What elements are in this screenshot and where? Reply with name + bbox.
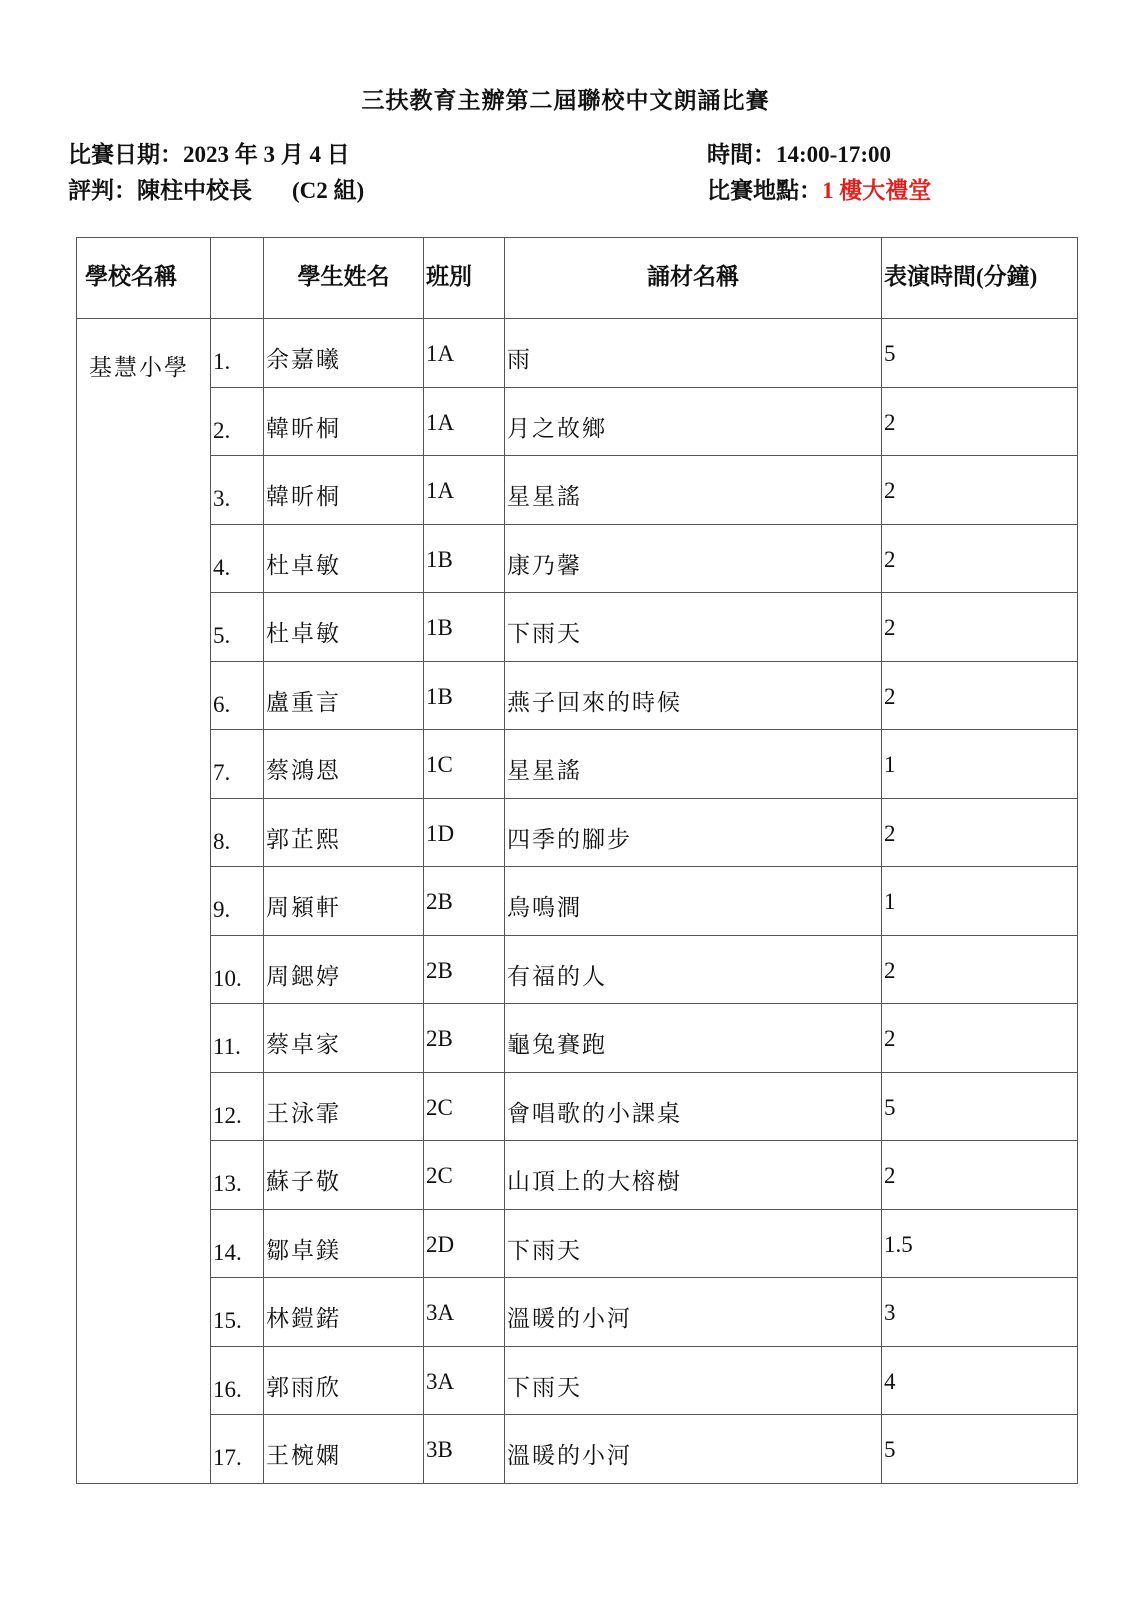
student-name — [264, 1278, 424, 1347]
performance-duration — [882, 935, 1078, 1004]
student-name — [264, 319, 424, 388]
table-row — [77, 456, 1078, 525]
performance-duration — [882, 524, 1078, 593]
row-number-text: 6. — [213, 691, 231, 717]
student-name-text: 周鍶婷 — [266, 963, 341, 989]
student-name-text: 余嘉曦 — [266, 347, 341, 372]
row-number — [211, 524, 264, 593]
student-name — [264, 1072, 424, 1141]
class-code — [424, 1141, 505, 1210]
piece-title — [505, 1004, 882, 1073]
row-number-text: 13. — [213, 1171, 242, 1196]
table-row — [77, 1004, 1078, 1073]
venue-value: 1 樓大禮堂 — [822, 178, 932, 203]
row-number-text: 7. — [213, 760, 231, 785]
class-code — [424, 661, 505, 730]
performance-duration — [882, 1004, 1078, 1073]
row-number-text: 3. — [213, 486, 231, 511]
table-row — [77, 1072, 1078, 1141]
class-code — [424, 798, 505, 867]
class-code-text: 3A — [426, 1368, 455, 1394]
student-name-text: 王椀嫻 — [266, 1443, 341, 1468]
row-number-text: 12. — [213, 1102, 242, 1128]
performance-duration — [882, 1415, 1078, 1484]
class-code — [424, 387, 505, 456]
header-piece: 誦材名稱 — [505, 238, 882, 319]
table-row — [77, 524, 1078, 593]
row-number-text: 17. — [213, 1445, 242, 1470]
row-number-text: 4. — [213, 554, 231, 580]
table-row — [77, 1346, 1078, 1415]
performance-duration — [882, 1072, 1078, 1141]
piece-title — [505, 524, 882, 593]
row-number-text: 5. — [213, 623, 231, 648]
date-value: 2023 年 3 月 4 日 — [183, 142, 350, 167]
row-number-text: 9. — [213, 897, 231, 922]
performance-duration — [882, 661, 1078, 730]
table-row — [77, 319, 1078, 388]
row-number-text: 15. — [213, 1308, 242, 1333]
piece-title — [505, 935, 882, 1004]
piece-title — [505, 1415, 882, 1484]
performance-duration — [882, 593, 1078, 662]
table-row — [77, 1209, 1078, 1278]
row-number — [211, 1072, 264, 1141]
student-name-text: 鄒卓鎂 — [266, 1237, 341, 1263]
class-code-text: 2B — [426, 889, 453, 914]
piece-title — [505, 319, 882, 388]
table-row — [77, 1415, 1078, 1484]
piece-title — [505, 1278, 882, 1347]
piece-title-text: 雨 — [507, 347, 532, 372]
student-name-text: 蔡鴻恩 — [266, 758, 341, 783]
piece-title-text: 溫暖的小河 — [507, 1443, 632, 1468]
judge-value: 陳柱中校長 — [137, 178, 252, 203]
date-info — [68, 136, 350, 169]
class-code-text: 1C — [426, 752, 453, 777]
student-name — [264, 593, 424, 662]
performance-duration — [882, 730, 1078, 799]
row-number-text: 1. — [213, 349, 231, 374]
row-number — [211, 387, 264, 456]
performance-duration-text: 2 — [884, 683, 896, 709]
class-code-text: 3A — [426, 1300, 455, 1325]
piece-title-text: 會唱歌的小課桌 — [507, 1100, 682, 1126]
class-code — [424, 1072, 505, 1141]
judge-info — [68, 172, 364, 205]
row-number — [211, 1141, 264, 1210]
row-number — [211, 319, 264, 388]
table-row — [77, 935, 1078, 1004]
row-number-text: 11. — [213, 1034, 241, 1059]
performance-duration-text: 2 — [884, 957, 896, 983]
header-number — [211, 238, 264, 319]
time-label: 時間： — [707, 142, 776, 167]
class-code-text: 1B — [426, 546, 453, 572]
class-code — [424, 1346, 505, 1415]
performance-duration — [882, 1278, 1078, 1347]
class-code-text: 2C — [426, 1094, 453, 1120]
class-code-text: 1B — [426, 683, 453, 709]
table-row — [77, 387, 1078, 456]
judge-label: 評判： — [68, 178, 137, 203]
performance-duration — [882, 387, 1078, 456]
table-row — [77, 593, 1078, 662]
performance-duration-text: 2 — [884, 1026, 896, 1051]
performance-duration-text: 1 — [884, 752, 896, 777]
row-number — [211, 867, 264, 936]
student-name-text: 林鎧鍩 — [266, 1306, 341, 1331]
piece-title-text: 四季的腳步 — [507, 826, 632, 852]
header-school: 學校名稱 — [77, 238, 211, 319]
class-code-text: 2B — [426, 1026, 453, 1051]
performance-duration — [882, 867, 1078, 936]
student-name-text: 郭芷熙 — [266, 826, 341, 852]
student-name — [264, 661, 424, 730]
class-code-text: 3B — [426, 1437, 453, 1462]
class-code-text: 1B — [426, 615, 453, 640]
class-code-text: 2D — [426, 1231, 455, 1257]
table-row — [77, 1141, 1078, 1210]
row-number — [211, 1346, 264, 1415]
student-name — [264, 456, 424, 525]
class-code — [424, 319, 505, 388]
row-number — [211, 1415, 264, 1484]
row-number — [211, 1278, 264, 1347]
performance-duration-text: 2 — [884, 546, 896, 572]
row-number-text: 2. — [213, 417, 231, 443]
header-student: 學生姓名 — [264, 238, 424, 319]
performance-duration-text: 5 — [884, 341, 896, 366]
performance-duration — [882, 1346, 1078, 1415]
piece-title-text: 月之故鄉 — [507, 415, 607, 441]
class-code — [424, 1004, 505, 1073]
class-code-text: 2B — [426, 957, 453, 983]
class-code — [424, 1278, 505, 1347]
performance-duration — [882, 1209, 1078, 1278]
class-code — [424, 935, 505, 1004]
student-name-text: 周潁軒 — [266, 895, 341, 920]
piece-title-text: 星星謠 — [507, 484, 582, 509]
competition-table-wrapper — [76, 237, 1077, 1484]
class-code-text: 1A — [426, 341, 455, 366]
table-row — [77, 1278, 1078, 1347]
performance-duration — [882, 1141, 1078, 1210]
piece-title — [505, 1072, 882, 1141]
student-name — [264, 1346, 424, 1415]
row-number-text: 8. — [213, 828, 231, 854]
class-code-text: 1D — [426, 820, 455, 846]
performance-duration-text: 2 — [884, 820, 896, 846]
piece-title-text: 下雨天 — [507, 621, 582, 646]
performance-duration-text: 2 — [884, 478, 896, 503]
piece-title-text: 康乃馨 — [507, 552, 582, 578]
table-body — [77, 319, 1078, 1484]
time-value: 14:00-17:00 — [776, 142, 891, 167]
table-row — [77, 798, 1078, 867]
class-code — [424, 456, 505, 525]
row-number — [211, 730, 264, 799]
student-name-text: 蔡卓家 — [266, 1032, 341, 1057]
performance-duration-text: 1.5 — [884, 1231, 913, 1257]
piece-title-text: 龜兔賽跑 — [507, 1032, 607, 1057]
piece-title — [505, 1141, 882, 1210]
student-name — [264, 1004, 424, 1073]
student-name — [264, 1209, 424, 1278]
piece-title — [505, 867, 882, 936]
student-name-text: 韓昕桐 — [266, 484, 341, 509]
student-name — [264, 1141, 424, 1210]
performance-duration-text: 5 — [884, 1437, 896, 1462]
class-code — [424, 1415, 505, 1484]
performance-duration — [882, 798, 1078, 867]
table-row — [77, 661, 1078, 730]
student-name-text: 杜卓敏 — [266, 621, 341, 646]
student-name-text: 韓昕桐 — [266, 415, 341, 441]
student-name — [264, 867, 424, 936]
student-name-text: 蘇子敬 — [266, 1169, 341, 1194]
row-number — [211, 1209, 264, 1278]
row-number-text: 16. — [213, 1376, 242, 1402]
table-row — [77, 730, 1078, 799]
piece-title — [505, 1346, 882, 1415]
piece-title-text: 下雨天 — [507, 1237, 582, 1263]
class-code — [424, 1209, 505, 1278]
student-name — [264, 730, 424, 799]
table-row — [77, 867, 1078, 936]
date-label: 比賽日期： — [68, 142, 183, 167]
piece-title-text: 鳥鳴澗 — [507, 895, 582, 920]
student-name-text: 盧重言 — [266, 689, 341, 715]
row-number — [211, 593, 264, 662]
performance-duration-text: 2 — [884, 615, 896, 640]
student-name — [264, 1415, 424, 1484]
piece-title — [505, 387, 882, 456]
piece-title-text: 溫暖的小河 — [507, 1306, 632, 1331]
performance-duration-text: 2 — [884, 409, 896, 435]
venue-info — [707, 172, 931, 205]
piece-title-text: 山頂上的大榕樹 — [507, 1169, 682, 1194]
piece-title — [505, 456, 882, 525]
piece-title — [505, 730, 882, 799]
class-code-text: 1A — [426, 409, 455, 435]
performance-duration-text: 5 — [884, 1094, 896, 1120]
header-duration: 表演時間(分鐘) — [882, 238, 1078, 319]
piece-title — [505, 661, 882, 730]
time-info — [707, 136, 891, 169]
header-class: 班別 — [424, 238, 505, 319]
row-number — [211, 456, 264, 525]
performance-duration — [882, 319, 1078, 388]
row-number — [211, 935, 264, 1004]
piece-title-text: 燕子回來的時候 — [507, 689, 682, 715]
performance-duration-text: 1 — [884, 889, 896, 914]
class-code — [424, 524, 505, 593]
class-code — [424, 730, 505, 799]
school-name-cell: 基慧小學 — [77, 319, 211, 1484]
class-code-text: 2C — [426, 1163, 453, 1188]
student-name-text: 杜卓敏 — [266, 552, 341, 578]
student-name — [264, 935, 424, 1004]
piece-title — [505, 1209, 882, 1278]
student-name-text: 郭雨欣 — [266, 1374, 341, 1400]
student-name — [264, 798, 424, 867]
student-name-text: 王泳霏 — [266, 1100, 341, 1126]
class-code — [424, 867, 505, 936]
row-number — [211, 661, 264, 730]
piece-title-text: 有福的人 — [507, 963, 607, 989]
student-name — [264, 387, 424, 456]
page-title: 三扶教育主辦第二屆聯校中文朗誦比賽 — [361, 88, 770, 113]
table-header-row — [77, 238, 1078, 319]
piece-title-text: 星星謠 — [507, 758, 582, 783]
row-number-text: 14. — [213, 1239, 242, 1265]
piece-title — [505, 593, 882, 662]
piece-title — [505, 798, 882, 867]
student-name — [264, 524, 424, 593]
class-code — [424, 593, 505, 662]
group-label: (C2 組) — [292, 178, 365, 203]
performance-duration-text: 4 — [884, 1368, 896, 1394]
competition-table — [76, 237, 1078, 1484]
venue-label: 比賽地點： — [707, 178, 822, 203]
row-number-text: 10. — [213, 965, 242, 991]
row-number — [211, 1004, 264, 1073]
piece-title-text: 下雨天 — [507, 1374, 582, 1400]
performance-duration — [882, 456, 1078, 525]
performance-duration-text: 2 — [884, 1163, 896, 1188]
class-code-text: 1A — [426, 478, 455, 503]
performance-duration-text: 3 — [884, 1300, 896, 1325]
row-number — [211, 798, 264, 867]
